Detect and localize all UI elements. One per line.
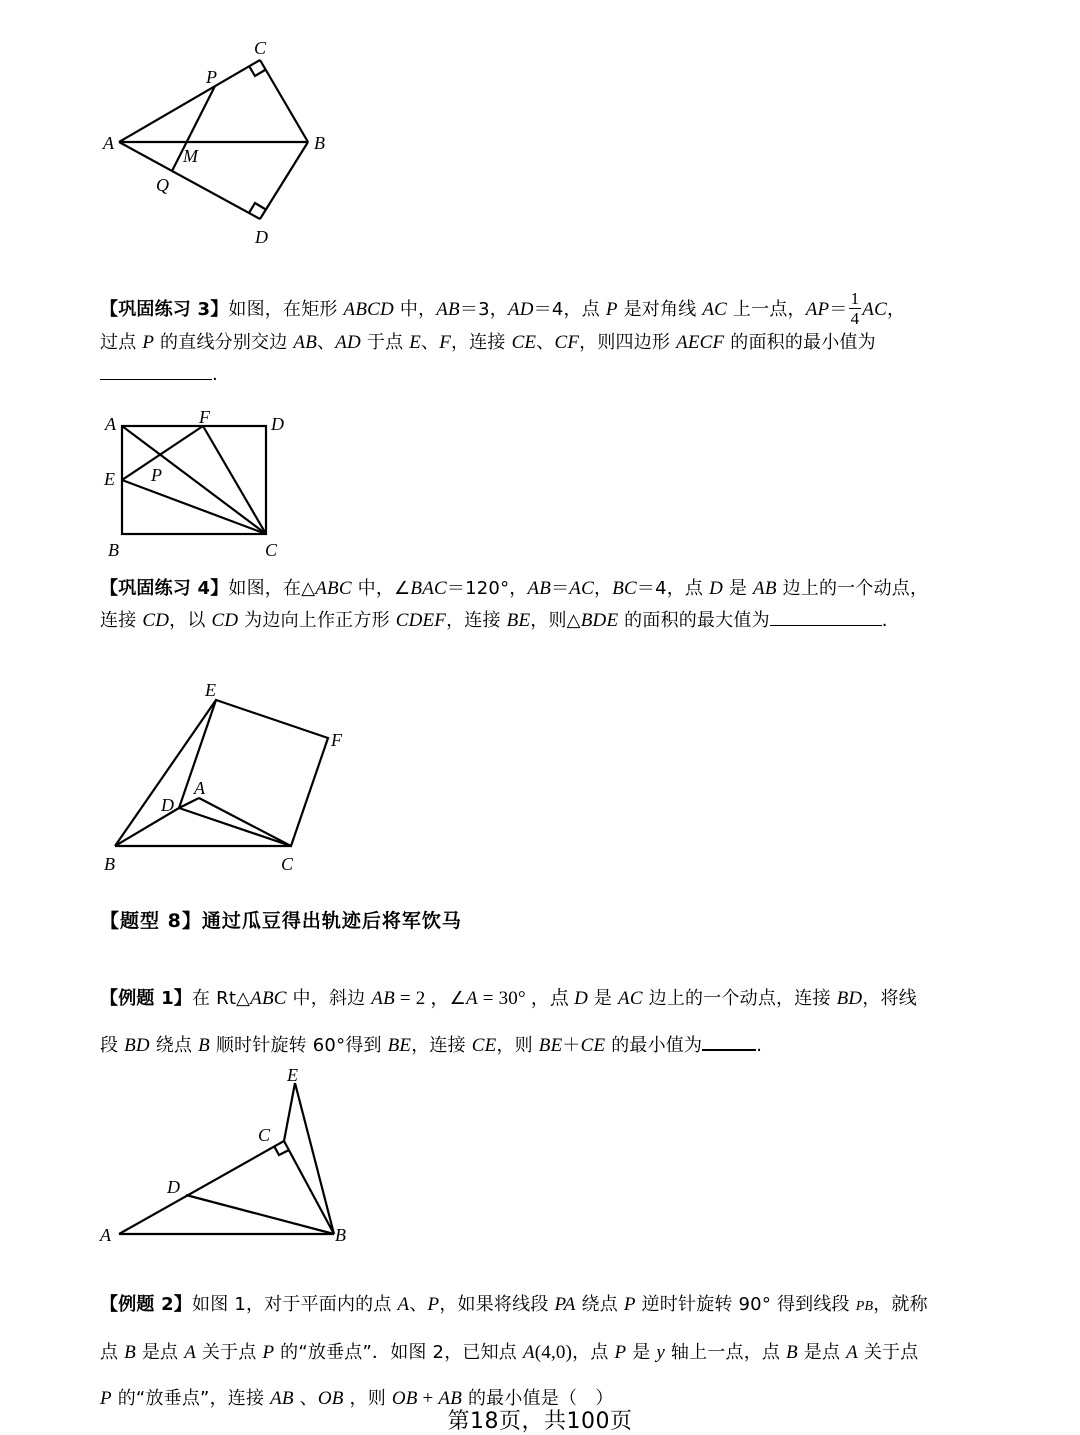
example-1	[100, 975, 990, 1069]
example-2-tag: 【例题 2】	[100, 1294, 192, 1315]
text: ，点	[572, 1342, 615, 1363]
var: BDE	[580, 610, 619, 631]
text: 是对角线	[617, 299, 703, 320]
var: CE	[511, 332, 537, 353]
var: AB	[436, 299, 460, 320]
label-b: B	[314, 133, 325, 153]
var: A	[846, 1342, 858, 1363]
figure-rotation	[95, 1058, 365, 1253]
page-footer: 第18页，共100页	[447, 1409, 633, 1434]
text: 点	[100, 1342, 125, 1363]
text: .	[212, 364, 218, 385]
segment-ac	[119, 1141, 284, 1234]
text: ∠	[449, 988, 466, 1009]
text: ＝	[551, 578, 570, 599]
label-p: P	[206, 67, 217, 87]
var: BE	[506, 610, 531, 631]
exercise-4-line-1	[100, 573, 990, 605]
text: 是	[588, 988, 619, 1009]
segment-cb	[260, 60, 308, 142]
text: 的直线分别交边	[154, 332, 294, 353]
text: 关于点	[857, 1342, 919, 1363]
numerator: 1	[850, 289, 860, 308]
label-c: C	[281, 854, 294, 874]
text: 是点	[797, 1342, 847, 1363]
var: D	[574, 988, 588, 1009]
exercise-3-tag: 【巩固练习 3】	[100, 299, 229, 320]
var: A	[397, 1294, 410, 1315]
example-1-line-1	[100, 975, 990, 1022]
label-d: D	[161, 795, 174, 815]
var: AC	[618, 988, 643, 1009]
label-a: A	[100, 1225, 111, 1245]
var: ABC	[315, 578, 352, 599]
text: 如图，在矩形	[228, 299, 344, 320]
text: 是	[626, 1342, 657, 1363]
var: A	[522, 1342, 535, 1363]
text: 绕点	[575, 1294, 624, 1315]
exercise-3-line-2	[100, 327, 990, 359]
text: ＝4，点	[636, 578, 710, 599]
answer-blank[interactable]	[702, 1031, 756, 1051]
segment-fc	[203, 426, 266, 534]
var: P	[614, 1342, 627, 1363]
label-a: A	[103, 133, 114, 153]
label-e: E	[287, 1065, 298, 1085]
var: BC	[612, 578, 637, 599]
text: 、	[421, 332, 440, 353]
var: AD	[335, 332, 361, 353]
var: AP	[805, 299, 830, 320]
text: ，	[593, 578, 613, 599]
text: 、	[293, 1388, 318, 1409]
text: ，则	[343, 1388, 392, 1409]
text: 中，斜边	[286, 988, 372, 1009]
var: B	[198, 1035, 210, 1056]
var: BD	[124, 1035, 150, 1056]
label-b: B	[335, 1225, 346, 1245]
text: 中，∠	[351, 578, 411, 599]
var: E	[409, 332, 422, 353]
var: BE	[387, 1035, 412, 1056]
var: y	[656, 1342, 665, 1363]
var: P	[623, 1294, 636, 1315]
exercise-3-line-3	[100, 359, 990, 391]
var: CE	[471, 1035, 497, 1056]
text: 、	[317, 332, 336, 353]
var: B	[124, 1342, 136, 1363]
text: = 2 ，	[394, 988, 450, 1009]
label-c: C	[254, 38, 267, 58]
text: ，如果将线段	[439, 1294, 555, 1315]
fraction-one-quarter	[849, 290, 862, 327]
segment-ac	[122, 426, 266, 534]
var: BAC	[410, 578, 447, 599]
text: ，将线	[862, 988, 917, 1009]
var: CD	[142, 610, 170, 631]
segment-ac	[199, 798, 291, 846]
text: ＝4，点	[533, 299, 606, 320]
exercise-4-tag: 【巩固练习 4】	[100, 578, 229, 599]
segment-ce	[284, 1083, 295, 1141]
example-2-line-2	[100, 1330, 990, 1376]
text: .	[881, 610, 888, 631]
var: ABC	[250, 988, 287, 1009]
text: 如图，在△	[228, 578, 316, 599]
var: P	[142, 332, 155, 353]
text: 是点	[135, 1342, 185, 1363]
example-1-tag: 【例题 1】	[100, 988, 192, 1009]
var: P	[427, 1294, 440, 1315]
var: D	[709, 578, 723, 599]
var: P	[100, 1388, 112, 1409]
var: AB	[293, 332, 318, 353]
var: P	[605, 299, 618, 320]
segment-db	[260, 142, 308, 219]
text: 在 Rt△	[192, 988, 251, 1009]
var: BE	[538, 1035, 563, 1056]
text: ＋	[562, 1035, 581, 1056]
text: 为边向上作正方形	[238, 610, 396, 631]
var: ABCD	[343, 299, 394, 320]
text: 的最小值为	[605, 1035, 703, 1056]
text: 的面积的最大值为	[618, 610, 770, 631]
var: A	[184, 1342, 196, 1363]
text: 边上的一个动点，连接	[642, 988, 837, 1009]
exercise-3	[100, 290, 990, 391]
text: ，连接	[451, 332, 512, 353]
figure-square	[95, 680, 355, 880]
var: AC	[702, 299, 728, 320]
var: AB	[270, 1388, 294, 1409]
text: 于点	[360, 332, 410, 353]
label-c: C	[265, 540, 278, 560]
label-d: D	[167, 1177, 180, 1197]
figure-kite	[95, 35, 345, 250]
text: ，就称	[873, 1294, 928, 1315]
example-2	[100, 1282, 990, 1422]
segment-ac	[119, 60, 260, 142]
label-f: F	[331, 730, 342, 750]
var: CF	[554, 332, 580, 353]
text: +	[417, 1388, 439, 1409]
section-heading: 【题型 8】通过瓜豆得出轨迹后将军饮马	[100, 910, 462, 932]
var: PA	[554, 1294, 576, 1315]
var: AB	[527, 578, 552, 599]
label-d: D	[271, 414, 284, 434]
text: ＝3，	[459, 299, 508, 320]
var: CE	[580, 1035, 606, 1056]
label-b: B	[104, 854, 115, 874]
segment-cb	[284, 1141, 334, 1234]
label-a: A	[105, 414, 116, 434]
text: (4,0)	[534, 1342, 573, 1363]
example-2-line-1	[100, 1282, 990, 1330]
var: B	[786, 1342, 798, 1363]
text: 的“放垂点”，连接	[111, 1388, 271, 1409]
label-f: F	[199, 407, 210, 427]
denominator: 4	[850, 309, 860, 328]
var: OB	[317, 1388, 344, 1409]
label-e: E	[205, 680, 216, 700]
text: 段	[100, 1035, 125, 1056]
text: 轴上一点，点	[664, 1342, 787, 1363]
text: ，连接	[446, 610, 507, 631]
label-q: Q	[156, 175, 169, 195]
label-a: A	[194, 778, 205, 798]
answer-blank[interactable]	[100, 361, 212, 380]
var: AD	[507, 299, 534, 320]
text: ，	[886, 299, 906, 320]
label-d: D	[255, 227, 268, 247]
segment-db	[186, 1195, 334, 1234]
var: F	[439, 332, 452, 353]
text: 的最小值是（ ）	[462, 1388, 614, 1409]
var: AB	[753, 578, 777, 599]
text: ，则△	[530, 610, 581, 631]
label-b: B	[108, 540, 119, 560]
text: ，则	[496, 1035, 539, 1056]
text: 关于点	[196, 1342, 263, 1363]
text: 过点	[100, 332, 143, 353]
text: 是	[722, 578, 754, 599]
var: CDEF	[395, 610, 447, 631]
var: BD	[836, 988, 863, 1009]
var: PB	[855, 1299, 874, 1314]
text: 绕点	[149, 1035, 199, 1056]
exercise-3-line-1	[100, 290, 990, 327]
text: ，则四边形	[579, 332, 677, 353]
figure-rectangle	[95, 405, 305, 565]
text: ，连接	[411, 1035, 472, 1056]
var: AECF	[676, 332, 725, 353]
segment-eb	[295, 1083, 334, 1234]
label-c: C	[258, 1125, 271, 1145]
var: CD	[211, 610, 239, 631]
label-p: P	[151, 465, 162, 485]
text: 的面积的最小值为	[724, 332, 876, 353]
label-e: E	[104, 469, 115, 489]
var: AC	[569, 578, 594, 599]
text: .	[756, 1035, 763, 1056]
text: 上一点，	[727, 299, 806, 320]
var: P	[262, 1342, 275, 1363]
exercise-4	[100, 573, 990, 637]
text: 的“放垂点”．如图 2，已知点	[274, 1342, 523, 1363]
label-m: M	[183, 146, 198, 166]
text: 如图 1，对于平面内的点	[192, 1294, 398, 1315]
text: 逆时针旋转 90° 得到线段	[635, 1294, 856, 1315]
text: ＝	[829, 299, 848, 320]
var: AC	[862, 299, 887, 320]
text: 连接	[100, 610, 143, 631]
text: 、	[536, 332, 555, 353]
text: 顺时针旋转 60°得到	[209, 1035, 388, 1056]
var: AB	[371, 988, 395, 1009]
text: ，以	[169, 610, 212, 631]
var: A	[465, 988, 478, 1009]
right-angle-c	[249, 66, 265, 76]
answer-blank[interactable]	[770, 607, 882, 626]
text: ＝120°，	[446, 578, 528, 599]
exercise-4-line-2	[100, 605, 990, 637]
text: 中，	[393, 299, 437, 320]
text: = 30° ，点	[477, 988, 575, 1009]
segment-be	[115, 700, 216, 846]
var: AB	[438, 1388, 463, 1409]
text: 边上的一个动点，	[776, 578, 929, 599]
text: 、	[409, 1294, 428, 1315]
var: OB	[391, 1388, 418, 1409]
segment-ec	[122, 480, 266, 534]
right-angle-d	[249, 203, 265, 213]
